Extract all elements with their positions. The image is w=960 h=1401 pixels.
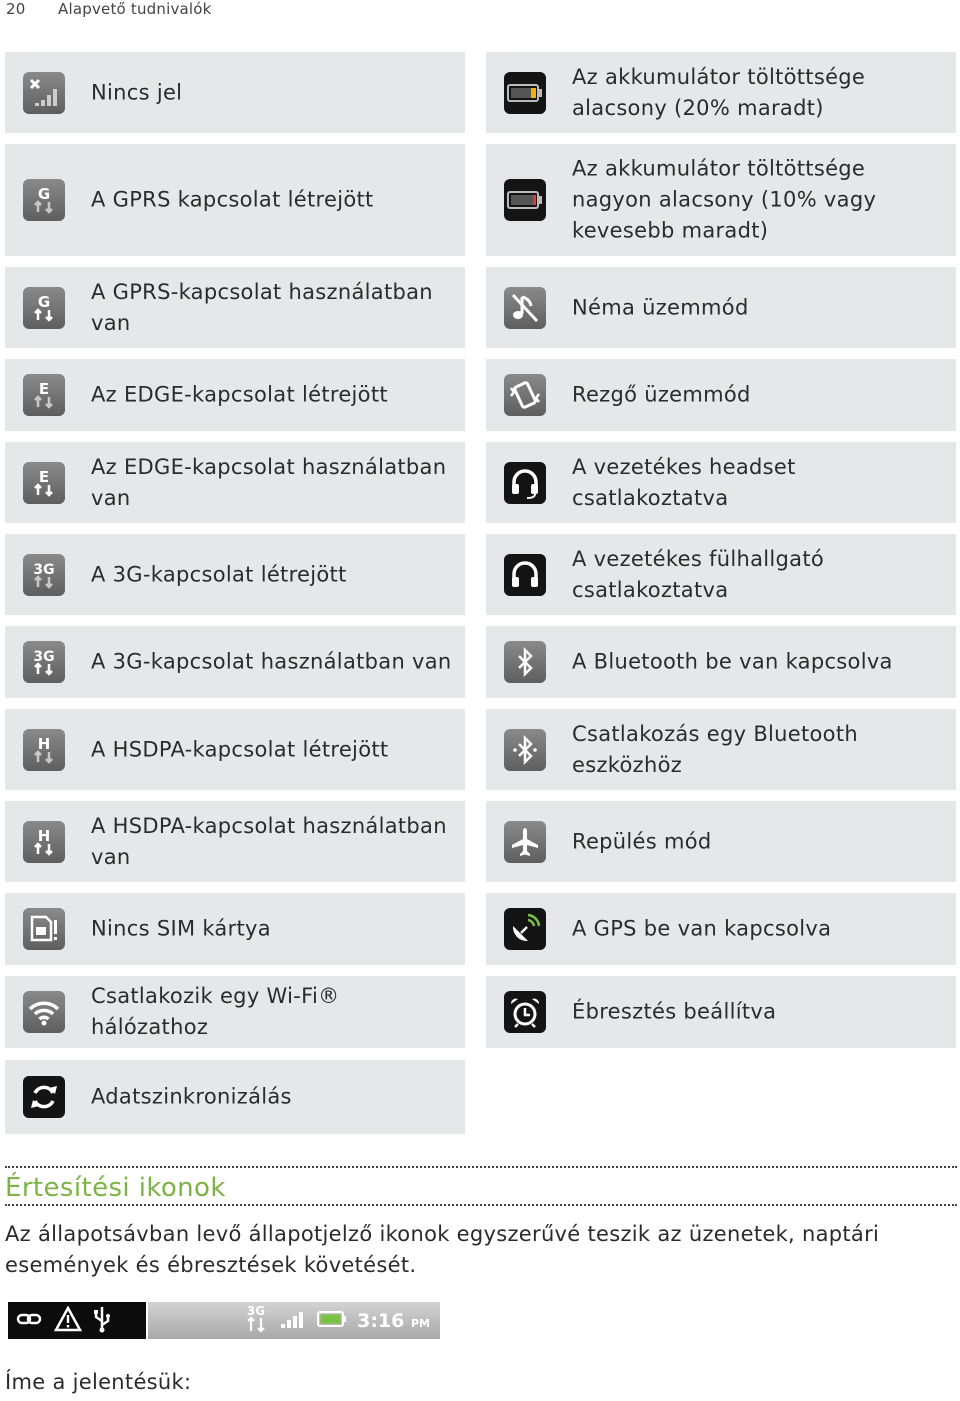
item-label: A vezetékes headset csatlakoztatva bbox=[572, 454, 796, 510]
item-label: A GPS be van kapcsolva bbox=[572, 916, 832, 941]
footer-text: Íme a jelentésük: bbox=[5, 1370, 192, 1394]
battery-low-icon bbox=[504, 72, 546, 114]
item-label: Az EDGE-kapcsolat létrejött bbox=[91, 382, 388, 407]
usb-icon bbox=[90, 1305, 114, 1337]
bluetooth-on-icon bbox=[504, 641, 546, 683]
icon-row bbox=[5, 52, 465, 133]
item-label: Nincs jel bbox=[91, 80, 183, 104]
gprs-connected-icon bbox=[23, 179, 65, 221]
svg-text:3G: 3G bbox=[33, 561, 55, 578]
battery-full-icon bbox=[317, 1310, 347, 1332]
item-label: Az akkumulátor töltöttsége nagyon alacsony (10% vagy kevesebb maradt) bbox=[572, 156, 877, 243]
page-number: 20 bbox=[6, 0, 26, 18]
icon-row bbox=[486, 442, 956, 523]
svg-text:H: H bbox=[37, 734, 51, 753]
warning-icon bbox=[54, 1306, 82, 1336]
no-sim-icon bbox=[23, 908, 65, 950]
edge-in-use-icon bbox=[23, 462, 65, 504]
3g-connected-icon bbox=[23, 554, 65, 596]
icon-row bbox=[486, 976, 956, 1048]
hsdpa-connected-icon bbox=[23, 729, 65, 771]
icon-row bbox=[486, 144, 956, 256]
item-label: Az akkumulátor töltöttsége alacsony (20% maradt) bbox=[572, 64, 866, 120]
page-header bbox=[6, 0, 212, 22]
svg-text:H: H bbox=[37, 826, 51, 845]
item-label: A GPRS-kapcsolat használatban van bbox=[91, 279, 433, 335]
section-title: Értesítési ikonok bbox=[5, 1173, 226, 1203]
icon-row bbox=[5, 626, 465, 698]
svg-text:3G: 3G bbox=[246, 1303, 266, 1318]
icon-row bbox=[5, 359, 465, 431]
svg-text:E: E bbox=[38, 467, 50, 486]
statusbar-notification-area bbox=[8, 1302, 146, 1339]
item-label: Adatszinkronizálás bbox=[91, 1084, 292, 1109]
svg-text:G: G bbox=[37, 185, 51, 203]
item-label: Az EDGE-kapcsolat használatban van bbox=[91, 454, 447, 510]
wifi-icon bbox=[23, 991, 65, 1033]
icon-row bbox=[486, 267, 956, 348]
airplane-mode-icon bbox=[504, 821, 546, 863]
battery-very-low-icon bbox=[504, 179, 546, 221]
icon-row bbox=[5, 709, 465, 790]
clock-time: 3:16 bbox=[357, 1309, 405, 1332]
icon-row bbox=[5, 442, 465, 523]
icon-row bbox=[5, 976, 465, 1048]
gprs-in-use-icon bbox=[23, 287, 65, 329]
gps-on-icon bbox=[504, 908, 546, 950]
item-label: Ébresztés beállítva bbox=[572, 999, 777, 1024]
item-label: A vezetékes fülhallgató csatlakoztatva bbox=[572, 546, 824, 602]
statusbar-status-area bbox=[148, 1302, 440, 1339]
bluetooth-connected-icon bbox=[504, 729, 546, 771]
no-signal-icon bbox=[23, 72, 65, 114]
statusbar-clock bbox=[357, 1310, 430, 1332]
icon-row bbox=[486, 359, 956, 431]
icon-row bbox=[486, 709, 956, 790]
3g-in-use-icon bbox=[243, 1303, 269, 1339]
link-icon bbox=[16, 1309, 46, 1333]
icon-row bbox=[486, 801, 956, 882]
icon-row bbox=[5, 1060, 465, 1134]
item-label: A 3G-kapcsolat létrejött bbox=[91, 562, 347, 586]
section-paragraph: Az állapotsávban levő állapotjelző ikonok egyszerűvé teszik az üzenetek, naptári események és ébresztések követését. bbox=[5, 1222, 880, 1277]
icon-row bbox=[5, 144, 465, 256]
item-label: Csatlakozik egy Wi-Fi® hálózathoz bbox=[91, 984, 340, 1039]
signal-strength-icon bbox=[279, 1309, 307, 1333]
item-label: Nincs SIM kártya bbox=[91, 916, 271, 941]
icon-row bbox=[5, 534, 465, 615]
icon-row bbox=[486, 626, 956, 698]
icon-row bbox=[486, 893, 956, 965]
section-heading bbox=[5, 1166, 957, 1206]
svg-text:G: G bbox=[37, 292, 51, 311]
vibrate-mode-icon bbox=[504, 374, 546, 416]
icon-row bbox=[5, 801, 465, 882]
page-header-title: Alapvető tudnivalók bbox=[58, 0, 212, 18]
item-label: A HSDPA-kapcsolat létrejött bbox=[91, 737, 389, 761]
svg-text:3G: 3G bbox=[33, 649, 55, 665]
svg-text:E: E bbox=[38, 380, 50, 398]
sync-icon bbox=[23, 1076, 65, 1118]
hsdpa-in-use-icon bbox=[23, 821, 65, 863]
item-label: A 3G-kapcsolat használatban van bbox=[91, 649, 452, 674]
icon-row bbox=[5, 893, 465, 965]
3g-in-use-icon bbox=[23, 641, 65, 683]
icon-row bbox=[486, 52, 956, 133]
wired-headphones-icon bbox=[504, 554, 546, 596]
clock-ampm: PM bbox=[410, 1316, 430, 1330]
item-label: A GPRS kapcsolat létrejött bbox=[91, 187, 374, 212]
item-label: Csatlakozás egy Bluetooth eszközhöz bbox=[572, 721, 858, 777]
wired-headset-icon bbox=[504, 462, 546, 504]
icon-row bbox=[486, 534, 956, 615]
item-label: A Bluetooth be van kapcsolva bbox=[572, 649, 893, 674]
item-label: Néma üzemmód bbox=[572, 295, 749, 319]
icon-row bbox=[5, 267, 465, 348]
item-label: Repülés mód bbox=[572, 829, 712, 853]
edge-connected-icon bbox=[23, 374, 65, 416]
item-label: A HSDPA-kapcsolat használatban van bbox=[91, 813, 447, 869]
alarm-set-icon bbox=[504, 991, 546, 1033]
item-label: Rezgő üzemmód bbox=[572, 382, 751, 407]
silent-mode-icon bbox=[504, 287, 546, 329]
